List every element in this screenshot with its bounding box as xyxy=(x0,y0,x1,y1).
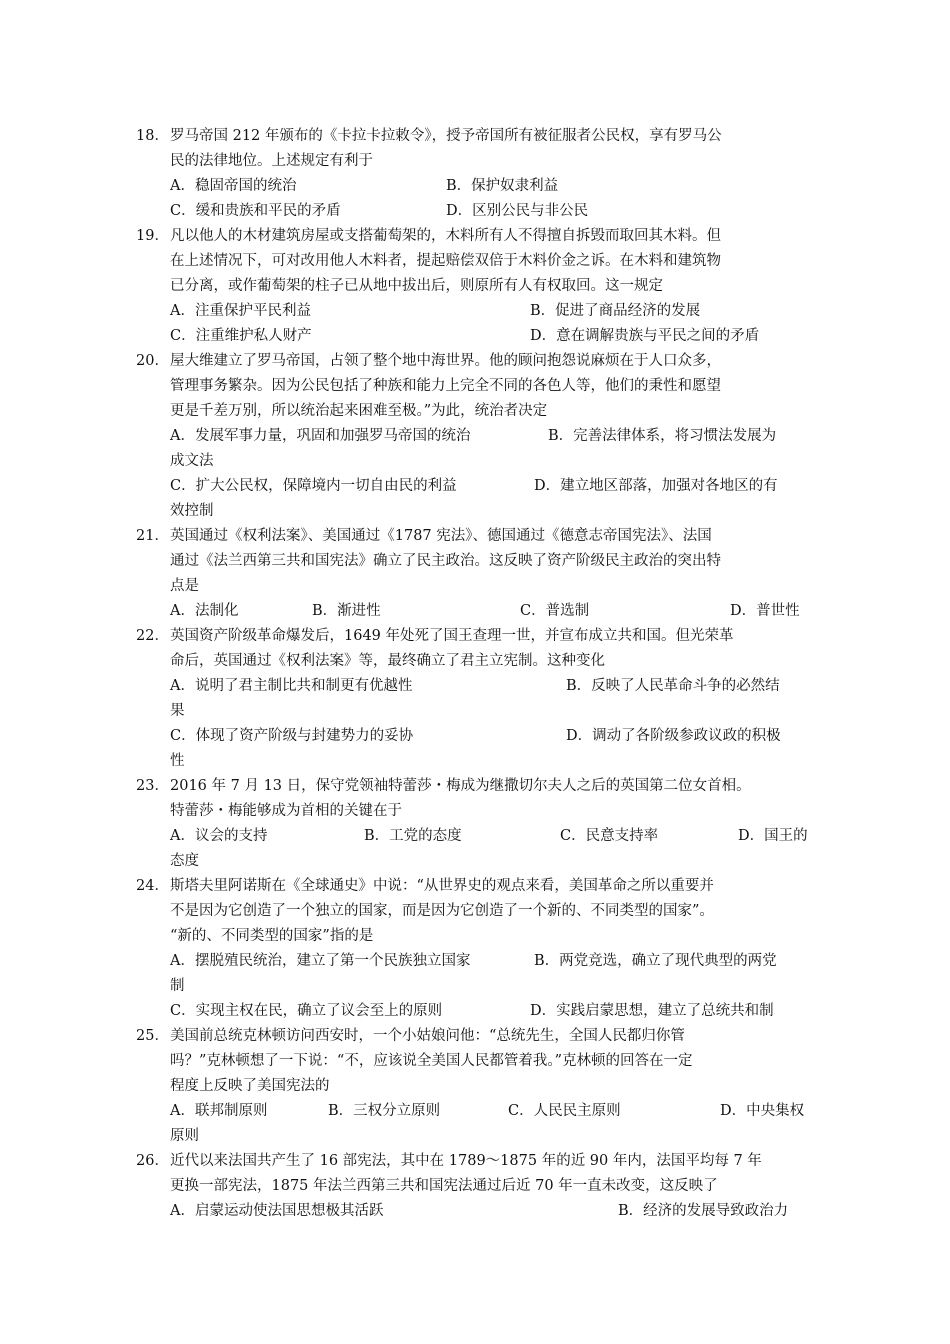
option-a: A．联邦制原则 xyxy=(170,1103,268,1119)
question-24-line-2 xyxy=(136,899,826,924)
option-d: D．意在调解贵族与平民之间的矛盾 xyxy=(530,328,760,344)
option-a: A．法制化 xyxy=(170,603,239,619)
question-24-line-1 xyxy=(136,874,826,899)
option-d: D．国王的 xyxy=(738,828,808,844)
question-stem: 已分离，或作葡萄架的柱子已从地中拔出后，则原所有人有权取回。这一规定 xyxy=(170,278,663,294)
option-a: A．注重保护平民利益 xyxy=(170,303,311,319)
question-26-line-2 xyxy=(136,1174,826,1199)
question-26-options-row-1 xyxy=(136,1199,826,1224)
option-b: B．反映了人民革命斗争的必然结 xyxy=(566,678,780,694)
option-c: C．注重维护私人财产 xyxy=(170,328,312,344)
question-number: 21． xyxy=(136,528,169,544)
question-22-options-row-2 xyxy=(136,724,826,749)
option-a: A．发展军事力量，巩固和加强罗马帝国的统治 xyxy=(170,428,471,444)
question-23-line-1 xyxy=(136,774,826,799)
option-d-continued: 性 xyxy=(170,753,185,769)
question-24-line-3 xyxy=(136,924,826,949)
question-stem: 在上述情况下，可对改用他人木料者，提起赔偿双倍于木料价金之诉。在木料和建筑物 xyxy=(170,253,721,269)
question-stem: 英国资产阶级革命爆发后，1649 年处死了国王查理一世，并宣布成立共和国。但光荣革 xyxy=(170,628,734,644)
question-stem: “新的、不同类型的国家”指的是 xyxy=(170,928,374,944)
question-number: 19． xyxy=(136,228,169,244)
question-stem: 更是千差万别，所以统治起来困难至极。”为此，统治者决定 xyxy=(170,403,548,419)
question-19-options-row-2 xyxy=(136,324,826,349)
question-stem: 英国通过《权利法案》、美国通过《1787 宪法》、德国通过《德意志帝国宪法》、法国 xyxy=(170,528,712,544)
question-18-options-row-1 xyxy=(136,174,826,199)
question-stem: 民的法律地位。上述规定有利于 xyxy=(170,153,373,169)
option-b: B．工党的态度 xyxy=(364,828,462,844)
option-b: B．保护奴隶利益 xyxy=(446,178,559,194)
question-23-options-row-1-wrap xyxy=(136,849,826,874)
option-b: B．完善法律体系，将习惯法发展为 xyxy=(548,428,777,444)
option-d: D．中央集权 xyxy=(720,1103,805,1119)
option-a: A．摆脱殖民统治，建立了第一个民族独立国家 xyxy=(170,953,471,969)
question-25-line-2 xyxy=(136,1049,826,1074)
exam-page xyxy=(136,124,826,1224)
question-18-line-1 xyxy=(136,124,826,149)
question-24-options-row-1-wrap xyxy=(136,974,826,999)
question-20-options-row-2 xyxy=(136,474,826,499)
question-21-line-3 xyxy=(136,574,826,599)
question-number: 26． xyxy=(136,1153,169,1169)
question-number: 22． xyxy=(136,628,169,644)
question-20-options-row-1-wrap xyxy=(136,449,826,474)
question-stem: 点是 xyxy=(170,578,199,594)
question-stem: 更换一部宪法，1875 年法兰西第三共和国宪法通过后近 70 年一直未改变，这反映了 xyxy=(170,1178,718,1194)
option-b-continued: 制 xyxy=(170,978,185,994)
option-d-continued: 态度 xyxy=(170,853,199,869)
option-a: A．稳固帝国的统治 xyxy=(170,178,297,194)
option-c: C．普选制 xyxy=(520,603,590,619)
option-c: C．体现了资产阶级与封建势力的妥协 xyxy=(170,728,414,744)
question-19-options-row-1 xyxy=(136,299,826,324)
option-d: D．普世性 xyxy=(730,603,800,619)
question-stem: 2016 年 7 月 13 日，保守党领袖特蕾莎・梅成为继撒切尔夫人之后的英国第二位女首相。 xyxy=(170,778,751,794)
question-25-options-row-1 xyxy=(136,1099,826,1124)
question-18-line-2 xyxy=(136,149,826,174)
option-b: B．三权分立原则 xyxy=(328,1103,441,1119)
question-24-options-row-2 xyxy=(136,999,826,1024)
question-21-options-row-1 xyxy=(136,599,826,624)
question-stem: 通过《法兰西第三共和国宪法》确立了民主政治。这反映了资产阶级民主政治的突出特 xyxy=(170,553,721,569)
question-21-line-1 xyxy=(136,524,826,549)
option-b: B．促进了商品经济的发展 xyxy=(530,303,701,319)
question-number: 18． xyxy=(136,128,169,144)
option-a: A．说明了君主制比共和制更有优越性 xyxy=(170,678,413,694)
option-d: D．建立地区部落，加强对各地区的有 xyxy=(534,478,778,494)
option-d-continued: 效控制 xyxy=(170,503,214,519)
question-19-line-3 xyxy=(136,274,826,299)
option-d: D．实践启蒙思想，建立了总统共和制 xyxy=(530,1003,774,1019)
question-stem: 程度上反映了美国宪法的 xyxy=(170,1078,330,1094)
option-b: B．渐进性 xyxy=(312,603,381,619)
question-22-options-row-1-wrap xyxy=(136,699,826,724)
option-c: C．扩大公民权，保障境内一切自由民的利益 xyxy=(170,478,457,494)
option-b: B．两党竞选，确立了现代典型的两党 xyxy=(534,953,777,969)
question-22-options-row-2-wrap xyxy=(136,749,826,774)
option-c: C．缓和贵族和平民的矛盾 xyxy=(170,203,341,219)
question-22-options-row-1 xyxy=(136,674,826,699)
question-stem: 吗？”克林顿想了一下说：“不，应该说全美国人民都管着我。”克林顿的回答在一定 xyxy=(170,1053,693,1069)
question-stem: 近代以来法国共产生了 16 部宪法，其中在 1789～1875 年的近 90 年内，法国平均每 7 年 xyxy=(170,1153,762,1169)
question-number: 23． xyxy=(136,778,169,794)
question-number: 25． xyxy=(136,1028,169,1044)
option-c: C．人民民主原则 xyxy=(508,1103,621,1119)
question-stem: 美国前总统克林顿访问西安时，一个小姑娘问他：“总统先生，全国人民都归你管 xyxy=(170,1028,685,1044)
question-22-line-2 xyxy=(136,649,826,674)
question-stem: 罗马帝国 212 年颁布的《卡拉卡拉敕令》，授予帝国所有被征服者公民权，享有罗马公 xyxy=(170,128,722,144)
question-23-options-row-1 xyxy=(136,824,826,849)
question-stem: 凡以他人的木材建筑房屋或支搭葡萄架的，木料所有人不得擅自拆毁而取回其木料。但 xyxy=(170,228,721,244)
question-23-line-2 xyxy=(136,799,826,824)
option-a: A．议会的支持 xyxy=(170,828,268,844)
option-c: C．实现主权在民，确立了议会至上的原则 xyxy=(170,1003,443,1019)
question-18-options-row-2 xyxy=(136,199,826,224)
question-25-line-1 xyxy=(136,1024,826,1049)
question-25-line-3 xyxy=(136,1074,826,1099)
option-d: D．调动了各阶级参政议政的积极 xyxy=(566,728,781,744)
question-20-line-1 xyxy=(136,349,826,374)
question-19-line-2 xyxy=(136,249,826,274)
question-20-line-2 xyxy=(136,374,826,399)
question-stem: 斯塔夫里阿诺斯在《全球通史》中说：“从世界史的观点来看，美国革命之所以重要并 xyxy=(170,878,714,894)
question-20-options-row-1 xyxy=(136,424,826,449)
question-22-line-1 xyxy=(136,624,826,649)
option-a: A．启蒙运动使法国思想极其活跃 xyxy=(170,1203,384,1219)
option-d: D．区别公民与非公民 xyxy=(446,203,589,219)
question-stem: 管理事务繁杂。因为公民包括了种族和能力上完全不同的各色人等，他们的秉性和愿望 xyxy=(170,378,721,394)
question-stem: 命后，英国通过《权利法案》等，最终确立了君主立宪制。这种变化 xyxy=(170,653,605,669)
option-b-continued: 果 xyxy=(170,703,185,719)
question-20-options-row-2-wrap xyxy=(136,499,826,524)
option-b: B．经济的发展导致政治力 xyxy=(618,1203,789,1219)
question-number: 20． xyxy=(136,353,169,369)
question-stem: 不是因为它创造了一个独立的国家，而是因为它创造了一个新的、不同类型的国家”。 xyxy=(170,903,714,919)
option-d-continued: 原则 xyxy=(170,1128,199,1144)
question-26-line-1 xyxy=(136,1149,826,1174)
option-b-continued: 成文法 xyxy=(170,453,214,469)
question-stem: 特蕾莎・梅能够成为首相的关键在于 xyxy=(170,803,402,819)
question-24-options-row-1 xyxy=(136,949,826,974)
question-19-line-1 xyxy=(136,224,826,249)
question-20-line-3 xyxy=(136,399,826,424)
option-c: C．民意支持率 xyxy=(560,828,659,844)
question-stem: 屋大维建立了罗马帝国，占领了整个地中海世界。他的顾问抱怨说麻烦在于人口众多， xyxy=(170,353,721,369)
question-21-line-2 xyxy=(136,549,826,574)
question-number: 24． xyxy=(136,878,169,894)
question-25-options-row-1-wrap xyxy=(136,1124,826,1149)
